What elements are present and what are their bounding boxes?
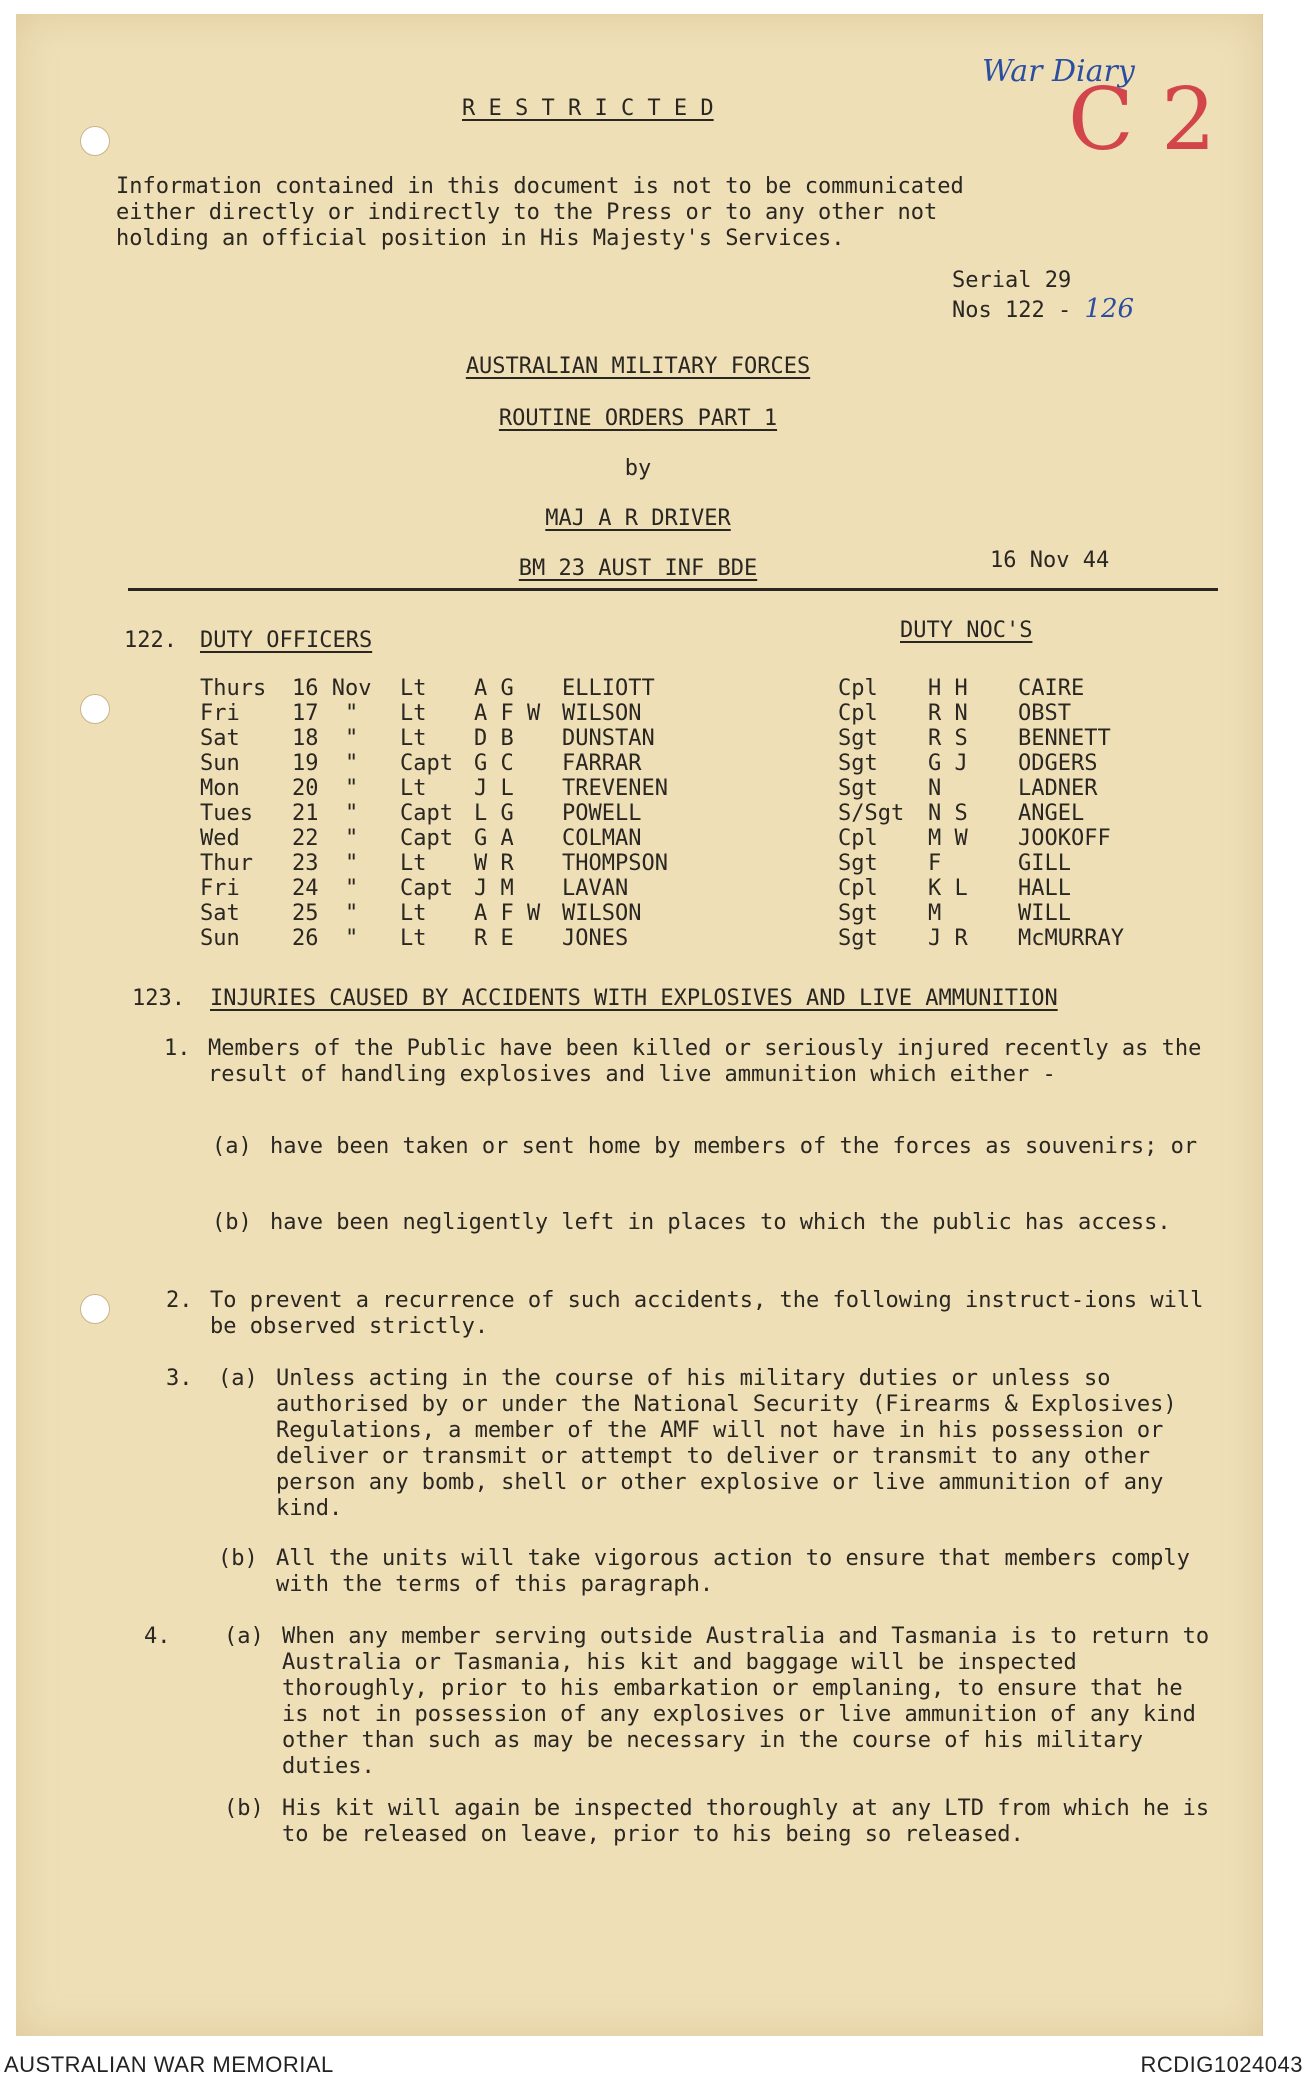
duty-cell-ninit: R S xyxy=(928,726,968,751)
section-122-number: 122. xyxy=(124,628,177,653)
duty-cell-nrank: Cpl xyxy=(838,876,878,901)
duty-cell-day: Fri xyxy=(200,701,240,726)
divider-rule xyxy=(128,588,1218,591)
title-line-5: BM 23 AUST INF BDE xyxy=(518,556,758,581)
duty-roster-table xyxy=(200,676,1168,951)
duty-cell-name: WILSON xyxy=(562,701,642,726)
duty-cell-ninit: G J xyxy=(928,751,968,776)
paragraph-text: Members of the Public have been killed or seriously injured recently as the result of handling explosives and live ammunition which either - xyxy=(208,1036,1202,1087)
duty-cell-nname: OBST xyxy=(1018,701,1071,726)
paragraph-number: 3. xyxy=(166,1366,193,1391)
duty-cell-ninit: N xyxy=(928,776,942,801)
duty-cell-nname: McMURRAY xyxy=(1018,926,1124,951)
duty-cell-date: 19 " xyxy=(292,751,359,776)
duty-cell-rank: Lt xyxy=(400,926,427,951)
serial-number: Serial 29 xyxy=(952,268,1072,293)
punch-hole xyxy=(80,694,110,724)
duty-row xyxy=(200,726,1168,751)
handwritten-126: 126 xyxy=(1084,294,1135,324)
paragraph-text: When any member serving outside Australia and Tasmania is to return to Australia or Tasmania, his kit and baggage will be inspected thoroughly, prior to his embarkation or emplaning, to ensure that he is not in possession of any explosives or live ammunition of any kind other than such as may be necessary in the course of his military duties. xyxy=(282,1624,1210,1779)
paragraph-3b xyxy=(218,1546,1228,1600)
duty-cell-nrank: Cpl xyxy=(838,701,878,726)
paragraph-text: Unless acting in the course of his military duties or unless so authorised by or under the National Security (Firearms & Explosives) Regulations, a member of the AMF will not have in his possession or deliver or transmit or attempt to deliver or transmit to any other person any bomb, shell or other explosive or live ammunition of any kind. xyxy=(276,1366,1177,1521)
section-123-heading: INJURIES CAUSED BY ACCIDENTS WITH EXPLOSIVES AND LIVE AMMUNITION xyxy=(210,986,1058,1011)
duty-cell-nrank: Sgt xyxy=(838,751,878,776)
paragraph-2 xyxy=(166,1288,1226,1342)
handwritten-c2: C 2 xyxy=(1068,70,1216,170)
duty-cell-date: 20 " xyxy=(292,776,359,801)
duty-cell-init: A G xyxy=(474,676,514,701)
notice-line-3: holding an official position in His Majesty's Services. xyxy=(116,226,845,251)
duty-cell-nname: BENNETT xyxy=(1018,726,1111,751)
duty-cell-ninit: F xyxy=(928,851,942,876)
duty-cell-nname: WILL xyxy=(1018,901,1071,926)
paragraph-4b xyxy=(224,1796,1224,1876)
paragraph-number: (b) xyxy=(212,1210,252,1235)
duty-cell-nrank: S/Sgt xyxy=(838,801,905,826)
duty-cell-rank: Lt xyxy=(400,726,427,751)
duty-row xyxy=(200,801,1168,826)
duty-cell-day: Thur xyxy=(200,851,253,876)
duty-cell-rank: Lt xyxy=(400,776,427,801)
duty-cell-nname: HALL xyxy=(1018,876,1071,901)
order-date: 16 Nov 44 xyxy=(990,548,1110,573)
document-page xyxy=(16,14,1263,2036)
duty-cell-nrank: Sgt xyxy=(838,726,878,751)
paragraph-number: 1. xyxy=(164,1036,191,1061)
section-123-number: 123. xyxy=(132,986,185,1011)
duty-cell-date: 17 " xyxy=(292,701,359,726)
duty-cell-init: A F W xyxy=(474,901,541,926)
duty-cell-init: J M xyxy=(474,876,514,901)
duty-cell-rank: Lt xyxy=(400,901,427,926)
duty-cell-rank: Lt xyxy=(400,676,427,701)
duty-cell-init: J L xyxy=(474,776,514,801)
duty-cell-day: Mon xyxy=(200,776,240,801)
duty-cell-rank: Capt xyxy=(400,801,453,826)
paragraph-4a xyxy=(144,1624,1224,1779)
duty-row xyxy=(200,701,1168,726)
duty-cell-init: D B xyxy=(474,726,514,751)
duty-cell-date: 16 Nov xyxy=(292,676,372,701)
duty-cell-nrank: Cpl xyxy=(838,676,878,701)
duty-cell-nname: LADNER xyxy=(1018,776,1098,801)
duty-cell-rank: Lt xyxy=(400,701,427,726)
duty-cell-date: 23 " xyxy=(292,851,359,876)
duty-cell-date: 18 " xyxy=(292,726,359,751)
paragraph-text: His kit will again be inspected thoroughly at any LTD from which he is to be released on leave, prior to his being so released. xyxy=(282,1796,1210,1847)
duty-cell-init: L G xyxy=(474,801,514,826)
duty-cell-nname: JOOKOFF xyxy=(1018,826,1111,851)
duty-cell-name: DUNSTAN xyxy=(562,726,655,751)
duty-cell-name: WILSON xyxy=(562,901,642,926)
paragraph-subnumber: (a) xyxy=(224,1624,264,1649)
order-numbers: Nos 122 - 126 xyxy=(952,294,1135,324)
paragraph-text: All the units will take vigorous action to ensure that members comply with the terms of this paragraph. xyxy=(276,1546,1190,1597)
duty-cell-day: Sat xyxy=(200,726,240,751)
duty-cell-init: G A xyxy=(474,826,514,851)
section-122-heading: DUTY OFFICERS xyxy=(200,628,373,653)
duty-cell-day: Sun xyxy=(200,926,240,951)
duty-row xyxy=(200,676,1168,701)
paragraph-number: 2. xyxy=(166,1288,193,1313)
paragraph-number: (b) xyxy=(218,1546,258,1571)
paragraph-1b xyxy=(212,1210,1222,1264)
restricted-heading: R E S T R I C T E D xyxy=(462,96,714,121)
duty-cell-nname: GILL xyxy=(1018,851,1071,876)
duty-cell-rank: Capt xyxy=(400,826,453,851)
duty-cell-nrank: Sgt xyxy=(838,851,878,876)
duty-cell-date: 22 " xyxy=(292,826,359,851)
duty-cell-day: Tues xyxy=(200,801,253,826)
paragraph-number: 4. xyxy=(144,1624,171,1649)
duty-row xyxy=(200,876,1168,901)
duty-cell-ninit: N S xyxy=(928,801,968,826)
duty-cell-name: TREVENEN xyxy=(562,776,668,801)
footer-archive-name: AUSTRALIAN WAR MEMORIAL xyxy=(4,2052,334,2077)
paragraph-text: have been negligently left in places to which the public has access. xyxy=(270,1210,1171,1235)
duty-cell-date: 26 " xyxy=(292,926,359,951)
paragraph-text: To prevent a recurrence of such accidents, the following instruct-ions will be observed strictly. xyxy=(210,1288,1204,1339)
paragraph-3a xyxy=(166,1366,1226,1521)
paragraph-1a xyxy=(212,1134,1222,1188)
duty-cell-rank: Lt xyxy=(400,851,427,876)
duty-cell-name: COLMAN xyxy=(562,826,642,851)
duty-cell-day: Sun xyxy=(200,751,240,776)
paragraph-number: (a) xyxy=(212,1134,252,1159)
footer-record-id: RCDIG1024043 xyxy=(1140,2052,1303,2077)
duty-cell-init: A F W xyxy=(474,701,541,726)
duty-cell-ninit: K L xyxy=(928,876,968,901)
title-line-3: by xyxy=(624,456,652,481)
duty-cell-init: W R xyxy=(474,851,514,876)
title-line-4: MAJ A R DRIVER xyxy=(545,506,731,531)
duty-row xyxy=(200,776,1168,801)
paragraph-1 xyxy=(164,1036,1214,1116)
duty-cell-name: THOMPSON xyxy=(562,851,668,876)
duty-cell-name: JONES xyxy=(562,926,629,951)
duty-cell-nrank: Sgt xyxy=(838,901,878,926)
duty-cell-name: ELLIOTT xyxy=(562,676,655,701)
duty-cell-name: FARRAR xyxy=(562,751,642,776)
duty-cell-date: 24 " xyxy=(292,876,359,901)
duty-cell-day: Wed xyxy=(200,826,240,851)
duty-row xyxy=(200,751,1168,776)
handwritten-war-diary: War Diary xyxy=(982,54,1135,89)
duty-cell-day: Fri xyxy=(200,876,240,901)
duty-cell-date: 21 " xyxy=(292,801,359,826)
notice-line-1: Information contained in this document is not to be communicated xyxy=(116,174,964,199)
notice-line-2: either directly or indirectly to the Press or to any other not xyxy=(116,200,938,225)
duty-cell-init: G C xyxy=(474,751,514,776)
duty-row xyxy=(200,901,1168,926)
duty-row xyxy=(200,826,1168,851)
duty-cell-nname: CAIRE xyxy=(1018,676,1085,701)
duty-cell-day: Thurs xyxy=(200,676,267,701)
punch-hole xyxy=(80,126,110,156)
duty-cell-ninit: R N xyxy=(928,701,968,726)
duty-cell-ninit: M W xyxy=(928,826,968,851)
duty-noc-heading: DUTY NOC'S xyxy=(900,618,1033,643)
title-line-1: AUSTRALIAN MILITARY FORCES xyxy=(465,354,811,379)
duty-cell-init: R E xyxy=(474,926,514,951)
punch-hole xyxy=(80,1294,110,1324)
duty-row xyxy=(200,851,1168,876)
title-line-2: ROUTINE ORDERS PART 1 xyxy=(498,406,778,431)
duty-cell-name: LAVAN xyxy=(562,876,629,901)
duty-cell-ninit: J R xyxy=(928,926,968,951)
duty-cell-nrank: Sgt xyxy=(838,926,878,951)
duty-cell-ninit: M xyxy=(928,901,942,926)
paragraph-text: have been taken or sent home by members of the forces as souvenirs; or xyxy=(270,1134,1198,1159)
duty-cell-rank: Capt xyxy=(400,876,453,901)
duty-cell-nname: ANGEL xyxy=(1018,801,1085,826)
paragraph-subnumber: (a) xyxy=(218,1366,258,1391)
duty-cell-rank: Capt xyxy=(400,751,453,776)
duty-cell-day: Sat xyxy=(200,901,240,926)
duty-cell-nrank: Cpl xyxy=(838,826,878,851)
duty-row xyxy=(200,926,1168,951)
duty-cell-name: POWELL xyxy=(562,801,642,826)
duty-cell-date: 25 " xyxy=(292,901,359,926)
duty-cell-nname: ODGERS xyxy=(1018,751,1098,776)
duty-cell-nrank: Sgt xyxy=(838,776,878,801)
duty-cell-ninit: H H xyxy=(928,676,968,701)
paragraph-number: (b) xyxy=(224,1796,264,1821)
